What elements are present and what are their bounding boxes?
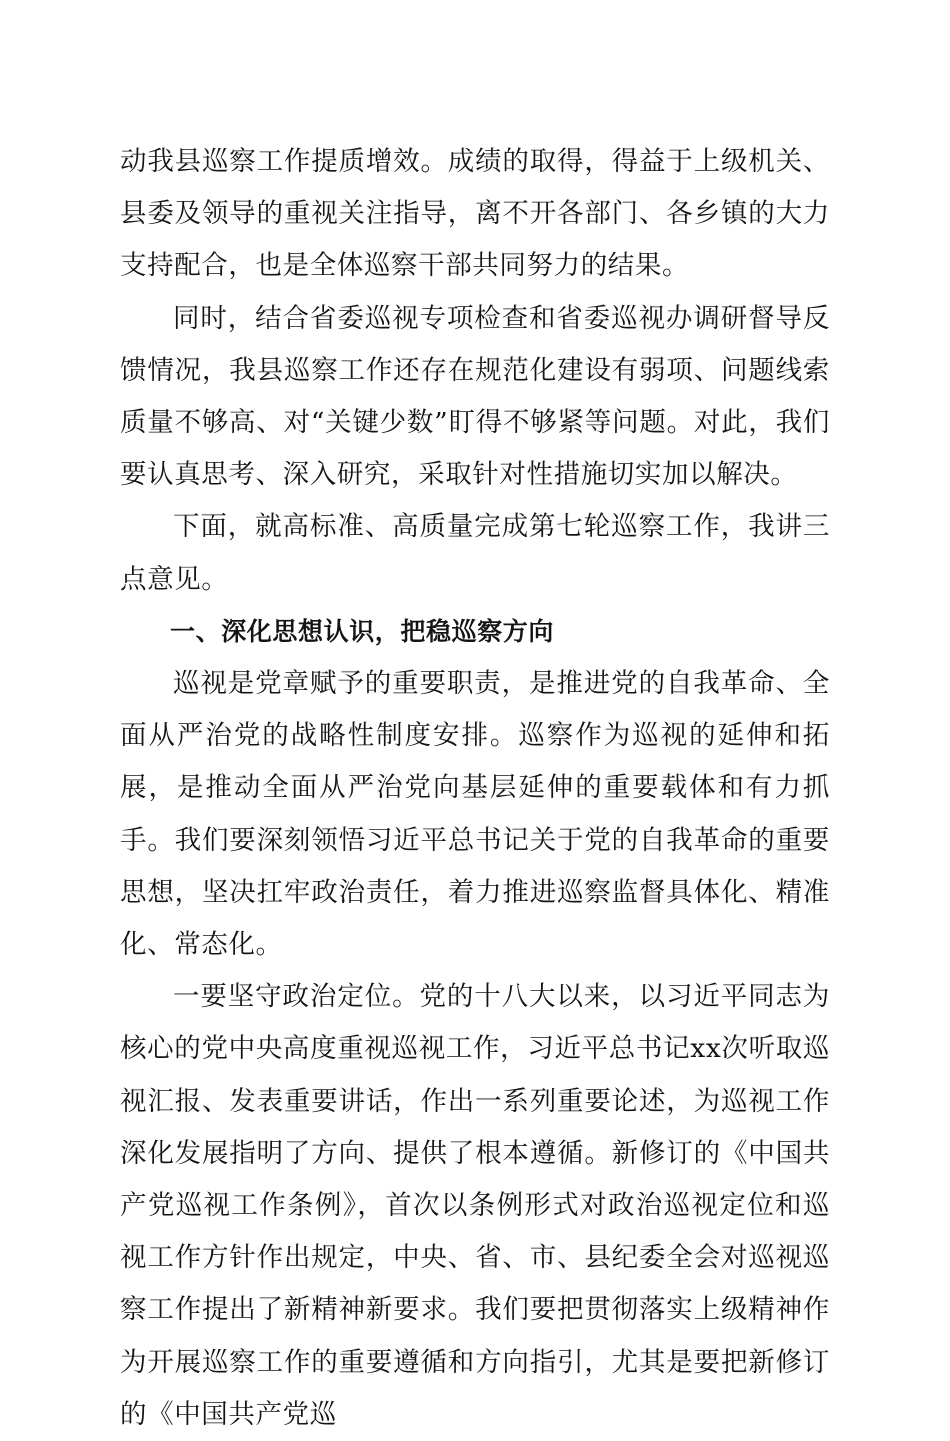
paragraph-intro: 下面，就高标准、高质量完成第七轮巡察工作，我讲三点意见。 (120, 511, 830, 595)
paragraph-problems: 同时，结合省委巡视专项检查和省委巡视办调研督导反馈情况，我县巡察工作还存在规范化建设有弱项、问题线索质量不够高、对“关键少数”盯得不够紧等问题。对此，我们要认真思考、深入研究，采取针对性措施切实加以解决。 (120, 302, 830, 491)
section-heading: 一、深化思想认识，把稳巡察方向 (170, 616, 555, 646)
paragraph-political-position: 一要坚守政治定位。党的十八大以来，以习近平同志为核心的党中央高度重视巡视工作，习近平总书记xx次听取巡视汇报、发表重要讲话，作出一系列重要论述，为巡视工作深化发展指明了方向、提供了根本遵循。新修订的《中国共产党巡视工作条例》，首次以条例形式对政治巡视定位和巡视工作方针作出规定，中央、省、市、县纪委全会对巡视巡察工作提出了新精神新要求。我们要把贯彻落实上级精神作为开展巡察工作的重要遵循和方向指引，尤其是要把新修订的《中国共产党巡 (120, 981, 830, 1430)
paragraph-continuation: 动我县巡察工作提质增效。成绩的取得，得益于上级机关、县委及领导的重视关注指导，离不开各部门、各乡镇的大力支持配合，也是全体巡察干部共同努力的结果。 (120, 146, 830, 282)
paragraph-inspection-role: 巡视是党章赋予的重要职责，是推进党的自我革命、全面从严治党的战略性制度安排。巡察作为巡视的延伸和拓展，是推动全面从严治党向基层延伸的重要载体和有力抓手。我们要深刻领悟习近平总书记关于党的自我革命的重要思想，坚决扛牢政治责任，着力推进巡察监督具体化、精准化、常态化。 (120, 668, 830, 961)
document-page (120, 136, 830, 1441)
